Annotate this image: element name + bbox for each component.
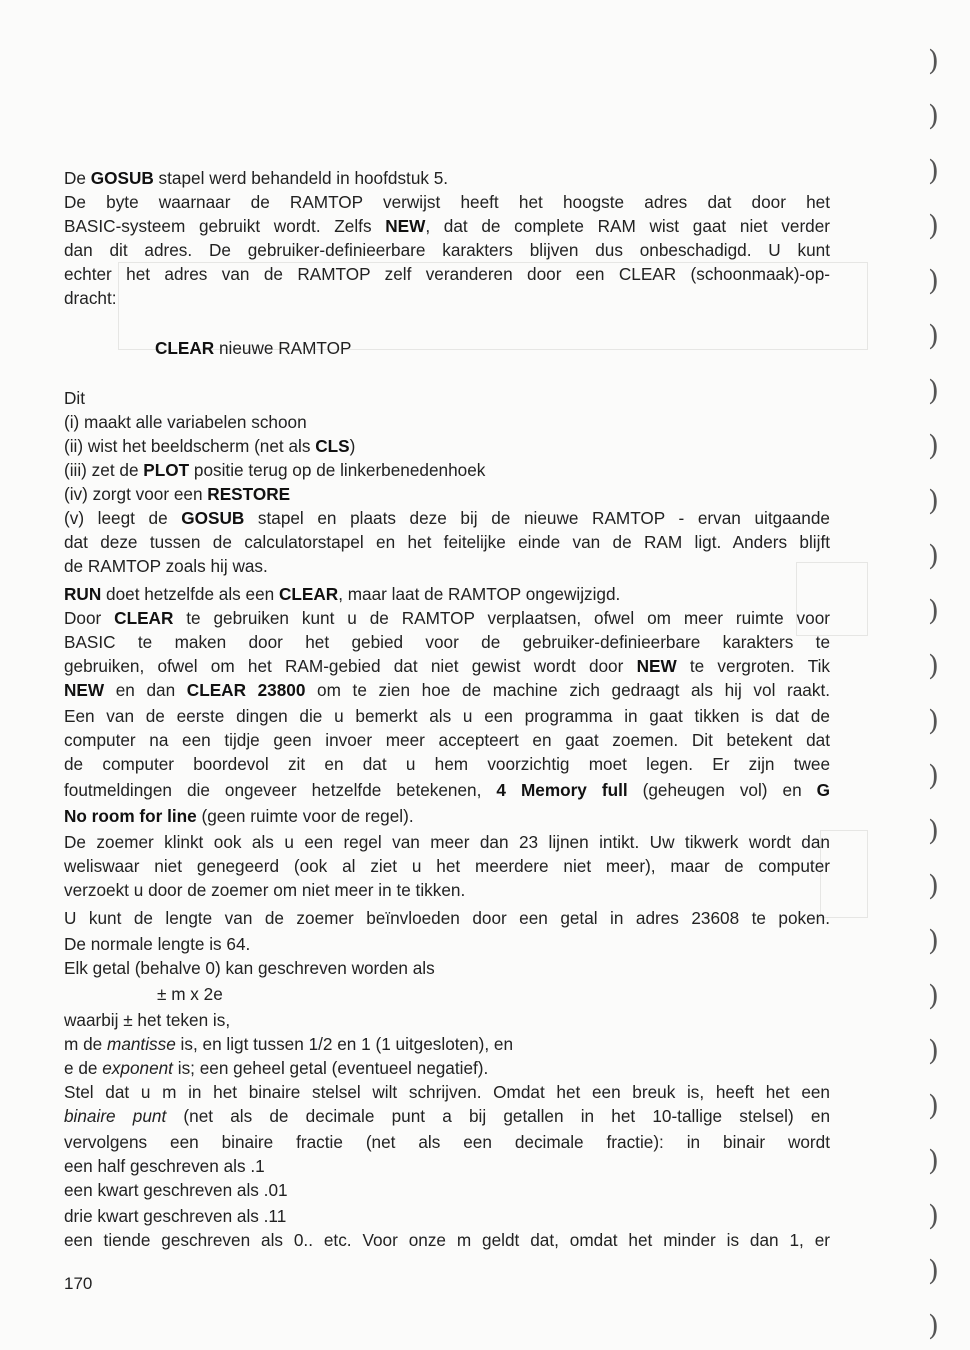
text-line bbox=[64, 932, 830, 956]
text-line bbox=[64, 506, 830, 530]
text-line bbox=[64, 1008, 830, 1032]
text-span: een tiende geschreven als 0.. etc. Voor onze m geldt dat, omdat het minder is dan 1, er bbox=[64, 1230, 830, 1250]
binding-mark: ) bbox=[928, 704, 939, 737]
text-span: gebruiken, ofwel om het RAM-gebied dat niet gewist wordt door bbox=[64, 656, 637, 676]
text-span: echter het adres van de RAMTOP zelf veranderen door een CLEAR (schoonmaak)-op- bbox=[64, 264, 830, 284]
binding-mark: ) bbox=[928, 264, 939, 297]
binding-mark: ) bbox=[928, 1089, 939, 1122]
text-line bbox=[64, 752, 830, 776]
text-span: (v) leegt de bbox=[64, 508, 182, 528]
text-span: (geheugen vol) en bbox=[627, 780, 817, 800]
text-span: BASIC te maken door het gebied voor de gebruiker-definieerbare karakters te bbox=[64, 632, 830, 652]
text-span: , maar laat de RAMTOP ongewijzigd. bbox=[338, 584, 621, 604]
text-span: foutmeldingen die ongeveer hetzelfde betekenen, bbox=[64, 780, 497, 800]
emphasis: binaire punt bbox=[64, 1106, 167, 1126]
binding-mark: ) bbox=[928, 429, 939, 462]
text-span: waarbij ± het teken is, bbox=[64, 1010, 231, 1030]
text-span: De normale lengte is 64. bbox=[64, 934, 251, 954]
binding-mark: ) bbox=[928, 649, 939, 682]
text-line bbox=[64, 728, 830, 752]
binding-mark: ) bbox=[928, 1034, 939, 1067]
keyword: 4 Memory full bbox=[496, 780, 628, 800]
binding-mark: ) bbox=[928, 1309, 939, 1342]
text-line bbox=[64, 654, 830, 678]
text-span: , dat de complete RAM wist gaat niet verder bbox=[425, 216, 831, 236]
text-span: dan dit adres. De gebruiker-definieerbare karakters blijven dus onbeschadigd. U kunt bbox=[64, 240, 830, 260]
keyword: RESTORE bbox=[207, 484, 291, 504]
text-line bbox=[64, 704, 830, 728]
emphasis: mantisse bbox=[107, 1034, 176, 1054]
text-line bbox=[64, 166, 830, 190]
text-line bbox=[64, 238, 830, 262]
text-span: stapel werd behandeld in hoofdstuk 5. bbox=[153, 168, 449, 188]
text-span: (ii) wist het beeldscherm (net als bbox=[64, 436, 316, 456]
binding-mark: ) bbox=[928, 594, 939, 627]
text-line bbox=[64, 1080, 830, 1104]
text-span: (iii) zet de bbox=[64, 460, 144, 480]
text-span: m de bbox=[64, 1034, 107, 1054]
text-line bbox=[64, 262, 830, 286]
keyword: No room for line bbox=[64, 806, 197, 826]
text-span: de computer boordevol zit en dat u hem voorzichtig moet legen. Er zijn twee bbox=[64, 754, 830, 774]
text-line bbox=[64, 606, 830, 630]
keyword: GOSUB bbox=[181, 508, 245, 528]
text-line bbox=[64, 286, 830, 310]
keyword: CLEAR bbox=[114, 608, 174, 628]
text-span: Door bbox=[64, 608, 115, 628]
keyword: CLEAR bbox=[155, 338, 215, 358]
text-line bbox=[64, 778, 830, 802]
page-number: 170 bbox=[64, 1274, 93, 1293]
text-line bbox=[64, 1204, 830, 1228]
text-span: ) bbox=[349, 436, 356, 456]
text-line bbox=[157, 982, 923, 1006]
text-line bbox=[155, 336, 921, 360]
text-span: weliswaar niet genegeerd (ook al ziet u het meerdere niet meer), maar de computer bbox=[64, 856, 830, 876]
text-span: drie kwart geschreven als .11 bbox=[64, 1206, 287, 1226]
text-line bbox=[64, 530, 830, 554]
text-line bbox=[64, 458, 830, 482]
text-line bbox=[64, 906, 830, 930]
binding-mark: ) bbox=[928, 484, 939, 517]
text-line bbox=[64, 214, 830, 238]
binding-mark: ) bbox=[928, 1254, 939, 1287]
binding-mark: ) bbox=[928, 1144, 939, 1177]
text-line bbox=[64, 1154, 830, 1178]
text-line bbox=[64, 1130, 830, 1154]
text-span: ± m x 2e bbox=[157, 984, 223, 1004]
text-span: (geen ruimte voor de regel). bbox=[196, 806, 414, 826]
text-span: e de bbox=[64, 1058, 103, 1078]
text-span: om te zien hoe de machine zich gedraagt als hij vol raakt. bbox=[305, 680, 830, 700]
binding-mark: ) bbox=[928, 1199, 939, 1232]
binding-mark: ) bbox=[928, 374, 939, 407]
text-span: te vergroten. Tik bbox=[676, 656, 830, 676]
text-span: een kwart geschreven als .01 bbox=[64, 1180, 288, 1200]
text-span: De byte waarnaar de RAMTOP verwijst heeft het hoogste adres dat door het bbox=[64, 192, 830, 212]
text-line bbox=[64, 878, 830, 902]
text-span: stapel en plaats deze bij de nieuwe RAMTOP - ervan uitgaande bbox=[244, 508, 830, 528]
text-span: verzoekt u door de zoemer om niet meer in te tikken. bbox=[64, 880, 466, 900]
text-span: De zoemer klinkt ook als u een regel van meer dan 23 lijnen intikt. Uw tikwerk wordt dan bbox=[64, 832, 830, 852]
text-line bbox=[64, 1104, 830, 1128]
text-line bbox=[64, 854, 830, 878]
text-line bbox=[64, 1032, 830, 1056]
text-line bbox=[64, 956, 830, 980]
keyword: NEW bbox=[636, 656, 677, 676]
text-line bbox=[64, 434, 830, 458]
text-line bbox=[64, 386, 830, 410]
text-span: Elk getal (behalve 0) kan geschreven worden als bbox=[64, 958, 435, 978]
text-span: positie terug op de linkerbenedenhoek bbox=[189, 460, 486, 480]
text-line bbox=[64, 582, 830, 606]
keyword: G bbox=[816, 780, 830, 800]
text-span: nieuwe RAMTOP bbox=[214, 338, 352, 358]
text-span: is, en ligt tussen 1/2 en 1 (1 uitgesloten), en bbox=[175, 1034, 514, 1054]
keyword: RUN bbox=[64, 584, 102, 604]
keyword: PLOT bbox=[143, 460, 190, 480]
text-line bbox=[64, 804, 830, 828]
text-line bbox=[64, 554, 830, 578]
text-span: Stel dat u m in het binaire stelsel wilt schrijven. Omdat het een breuk is, heeft het een bbox=[64, 1082, 830, 1102]
keyword: CLS bbox=[315, 436, 350, 456]
binding-mark: ) bbox=[928, 99, 939, 132]
keyword: CLEAR bbox=[278, 584, 339, 604]
text-span: vervolgens een binaire fractie (net als een decimale fractie): in binair wordt bbox=[64, 1132, 830, 1152]
text-span: computer na een tijdje geen invoer meer accepteert en gaat zoemen. Dit betekent dat bbox=[64, 730, 830, 750]
text-span: U kunt de lengte van de zoemer beïnvloeden door een getal in adres 23608 te poken. bbox=[64, 908, 830, 928]
keyword: GOSUB bbox=[90, 168, 154, 188]
keyword: NEW bbox=[385, 216, 426, 236]
text-line bbox=[64, 1056, 830, 1080]
binding-mark: ) bbox=[928, 539, 939, 572]
text-line bbox=[64, 630, 830, 654]
text-span: doet hetzelfde als een bbox=[101, 584, 279, 604]
text-line bbox=[64, 410, 830, 434]
text-line bbox=[64, 678, 830, 702]
emphasis: exponent bbox=[102, 1058, 173, 1078]
binding-mark: ) bbox=[928, 979, 939, 1012]
binding-mark: ) bbox=[928, 154, 939, 187]
text-span: Dit bbox=[64, 388, 86, 408]
text-span: en dan bbox=[104, 680, 187, 700]
binding-mark: ) bbox=[928, 814, 939, 847]
text-span: de RAMTOP zoals hij was. bbox=[64, 556, 268, 576]
text-span: dat deze tussen de calculatorstapel en het feitelijke einde van de RAM ligt. Anders blijft bbox=[64, 532, 830, 552]
binding-mark: ) bbox=[928, 319, 939, 352]
text-span: is; een geheel getal (eventueel negatief). bbox=[172, 1058, 489, 1078]
binding-mark: ) bbox=[928, 44, 939, 77]
text-span: dracht: bbox=[64, 288, 117, 308]
binding-mark: ) bbox=[928, 209, 939, 242]
text-line bbox=[64, 1178, 830, 1202]
binding-mark: ) bbox=[928, 759, 939, 792]
text-span: Een van de eerste dingen die u bemerkt als u een programma in gaat tikken is dat de bbox=[64, 706, 830, 726]
text-line bbox=[64, 1228, 830, 1252]
text-span: te gebruiken kunt u de RAMTOP verplaatsen, ofwel om meer ruimte voor bbox=[173, 608, 830, 628]
keyword: CLEAR 23800 bbox=[186, 680, 306, 700]
text-span: (net als de decimale punt a bij getallen in het 10-tallige stelsel) en bbox=[166, 1106, 831, 1126]
keyword: NEW bbox=[64, 680, 105, 700]
text-line bbox=[64, 830, 830, 854]
text-line bbox=[64, 190, 830, 214]
text-span: De bbox=[64, 168, 91, 188]
text-line bbox=[64, 482, 830, 506]
text-span: een half geschreven als .1 bbox=[64, 1156, 265, 1176]
text-span: (i) maakt alle variabelen schoon bbox=[64, 412, 307, 432]
text-span: BASIC-systeem gebruikt wordt. Zelfs bbox=[64, 216, 386, 236]
binding-mark: ) bbox=[928, 869, 939, 902]
text-span: (iv) zorgt voor een bbox=[64, 484, 208, 504]
binding-mark: ) bbox=[928, 924, 939, 957]
